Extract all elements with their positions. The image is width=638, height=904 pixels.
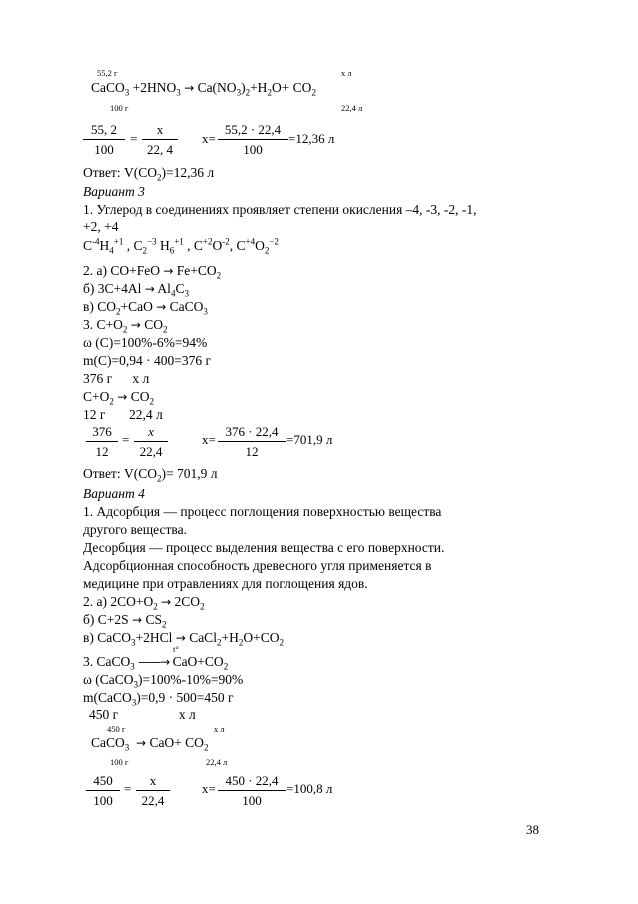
v3-item2a: 2. а) $CO+FeO \to Fe+CO_2$ (83, 263, 222, 281)
v4-labels: 450 г х л (89, 707, 196, 722)
answer-1: Ответ: $V(CO_2)=12,36$ л (83, 165, 215, 183)
v3-x-equals: x= (202, 432, 216, 447)
v4-omega: ω (CaCO$_3$)=100%-10%=90% (83, 672, 244, 690)
v3-item1-line1: 1. Углерод в соединениях проявляет степени окисления –4, -3, -2, -1, (83, 202, 477, 217)
v3-below: 12 г 22,4 л (83, 407, 163, 422)
x-label: х л (341, 68, 352, 78)
v3-item2b: б) $3C+4Al \to Al_4C_3$ (83, 281, 189, 299)
v4-line3: Десорбция — процесс выделения вещества с его поверхности. (83, 540, 445, 555)
molar-volume-label: 22,4 л (341, 103, 363, 113)
variant-3-title: Вариант 3 (83, 184, 145, 199)
v4-line5: медицине при отравлениях для поглощения ядов. (83, 576, 368, 591)
v4-mass: m(CaCO$_3$)=0,9 · 500=450 г (83, 690, 234, 708)
mass-label: 55,2 г (97, 68, 118, 78)
v4-proportion-left: $\frac{450}{100}$ (86, 773, 120, 809)
page-number: 38 (526, 822, 539, 837)
v3-item3: 3. $C+O_2 \to CO_2$ (83, 317, 168, 335)
v3-item2c: в) $CO_2+CaO$ → CaCO$_3$ (83, 299, 208, 317)
v3-mass: m(C)=0,94 · 400=376 г (83, 353, 212, 368)
v3-labels: 376 г х л (83, 371, 150, 386)
v4-small-molar: 100 г (110, 757, 129, 767)
proportion-right: $\frac{x}{22, 4}$ (142, 122, 178, 158)
v3-proportion-right: $\frac{x}{22,4}$ (134, 424, 168, 460)
x-equals: x= (202, 131, 216, 146)
v4-item2c: в) CaCO$_3$+2HCl → $CaCl_2+H_2O+CO_2$ (83, 630, 284, 648)
v3-oxidation-examples: $C^{-4}H_4^{+1}$ , $C_2^{-3}$ $H_6^{+1}$ , $C^{+2}O^{-2}$, $C^{+4}O_2^{-2}$ (83, 236, 279, 256)
v3-item1-line2: +2, +4 (83, 219, 119, 234)
v4-small-volume: 22,4 л (206, 757, 228, 767)
v4-small-mass: 450 г (107, 724, 126, 734)
v4-line4: Адсорбционная способность древесного угля применяется в (83, 558, 432, 573)
v3-omega: ω (C)=100%-6%=94% (83, 335, 208, 350)
calc-fraction: $\frac{55,2 \cdot 22,4}{100}$ (218, 122, 288, 158)
v4-small-x: х л (214, 724, 225, 734)
molar-mass-label: 100 г (110, 103, 129, 113)
v4-temp-label: t° (173, 644, 179, 654)
variant-4-title: Вариант 4 (83, 486, 145, 501)
v4-calc-fraction: $\frac{450 \cdot 22,4}{100}$ (218, 773, 286, 809)
v4-item3: 3. CaCO$_3$ ——→ $CaO+CO_2$ (83, 654, 229, 672)
v3-calc-fraction: $\frac{376 \cdot 22,4}{12}$ (218, 424, 286, 460)
v3-answer: Ответ: $V(CO_2)= 701,9$ л (83, 466, 218, 484)
v4-calc-result: =100,8 л (286, 781, 333, 796)
v4-proportion-right: $\frac{x}{22,4}$ (136, 773, 170, 809)
v3-proportion-left: $\frac{376}{12}$ (86, 424, 118, 460)
equation-caco3-hno3: CaCO$_3$ $+2HNO_3 \to Ca(NO_3)_2+H_2O+ CO_2$ (91, 80, 316, 98)
v3-equation: $C+O_2 \to CO_2$ (83, 389, 154, 407)
calc-result: =12,36 л (288, 131, 335, 146)
v4-line1: 1. Адсорбция — процесс поглощения поверхностью вещества (83, 504, 442, 519)
v4-line2: другого вещества. (83, 522, 187, 537)
proportion-left: $\frac{55, 2}{100}$ (83, 122, 125, 158)
v4-equation: CaCO$_3$ → $CaO+ CO_2$ (91, 735, 209, 753)
v4-item2b: б) $C+2S \to CS_2$ (83, 612, 167, 630)
v4-item2a: 2. а) $2CO+O_2 \to 2CO_2$ (83, 594, 205, 612)
page: 55,2 г х л CaCO$_3$ $+2HNO_3 \to Ca(NO_3)_2+H_2O+ CO_2$ 100 г 22,4 л $\frac{55, 2}{100}$ = $\frac{x}{22, 4}$ x= $\frac{55,2 \cdot 22,4}{100}$ =12,36 л Ответ: $V(CO_2)=12,36$ л Вариант 3 1. Углерод в соединениях проявляет степени окисления –4, -3, -2, -1, +2, +4 $C^{-4}H_4^{+1}$ , $C_2^{-3}$ $H_6^{+1}$ , $C^{+2}O^{-2}$, $C^{+4}O_2^{-2}$ 2. а) $CO+FeO \to Fe+CO_2$ б) $3C+4Al \to Al_4C_3$ в) $CO_2+CaO$ → CaCO$_3$ 3. $C+O_2 \to CO_2$ ω (C)=100%-6%=94% m(C)=0,94 · 400=376 г 376 г х л $C+O_2 \to CO_2$ 12 г 22,4 л $\frac{376}{12}$ = $\frac{x}{22,4}$ x= $\frac{376 \cdot 22,4}{12}$ =701,9 л Ответ: $V(CO_2)= 701,9$ л Вариант 4 1. Адсорбция — процесс поглощения поверхностью вещества другого вещества. Десорбция — процесс выделения вещества с его поверхности. Адсорбционная способность древесного угля применяется в медицине при отравлениях для поглощения ядов. 2. а) $2CO+O_2 \to 2CO_2$ б) $C+2S \to CS_2$ в) CaCO$_3$+2HCl → $CaCl_2+H_2O+CO_2$ t° 3. CaCO$_3$ ——→ $CaO+CO_2$ ω (CaCO$_3$)=100%-10%=90% m(CaCO$_3$)=0,9 · 500=450 г 450 г х л 450 г х л CaCO$_3$ → $CaO+ CO_2$ 100 г 22,4 л $\frac{450}{100}$ = $\frac{x}{22,4}$ x= $\frac{450 \cdot 22,4}{100}$ =100,8 л 38 (83, 68, 539, 837)
v3-calc-result: =701,9 л (286, 432, 333, 447)
v4-x-equals: x= (202, 781, 216, 796)
